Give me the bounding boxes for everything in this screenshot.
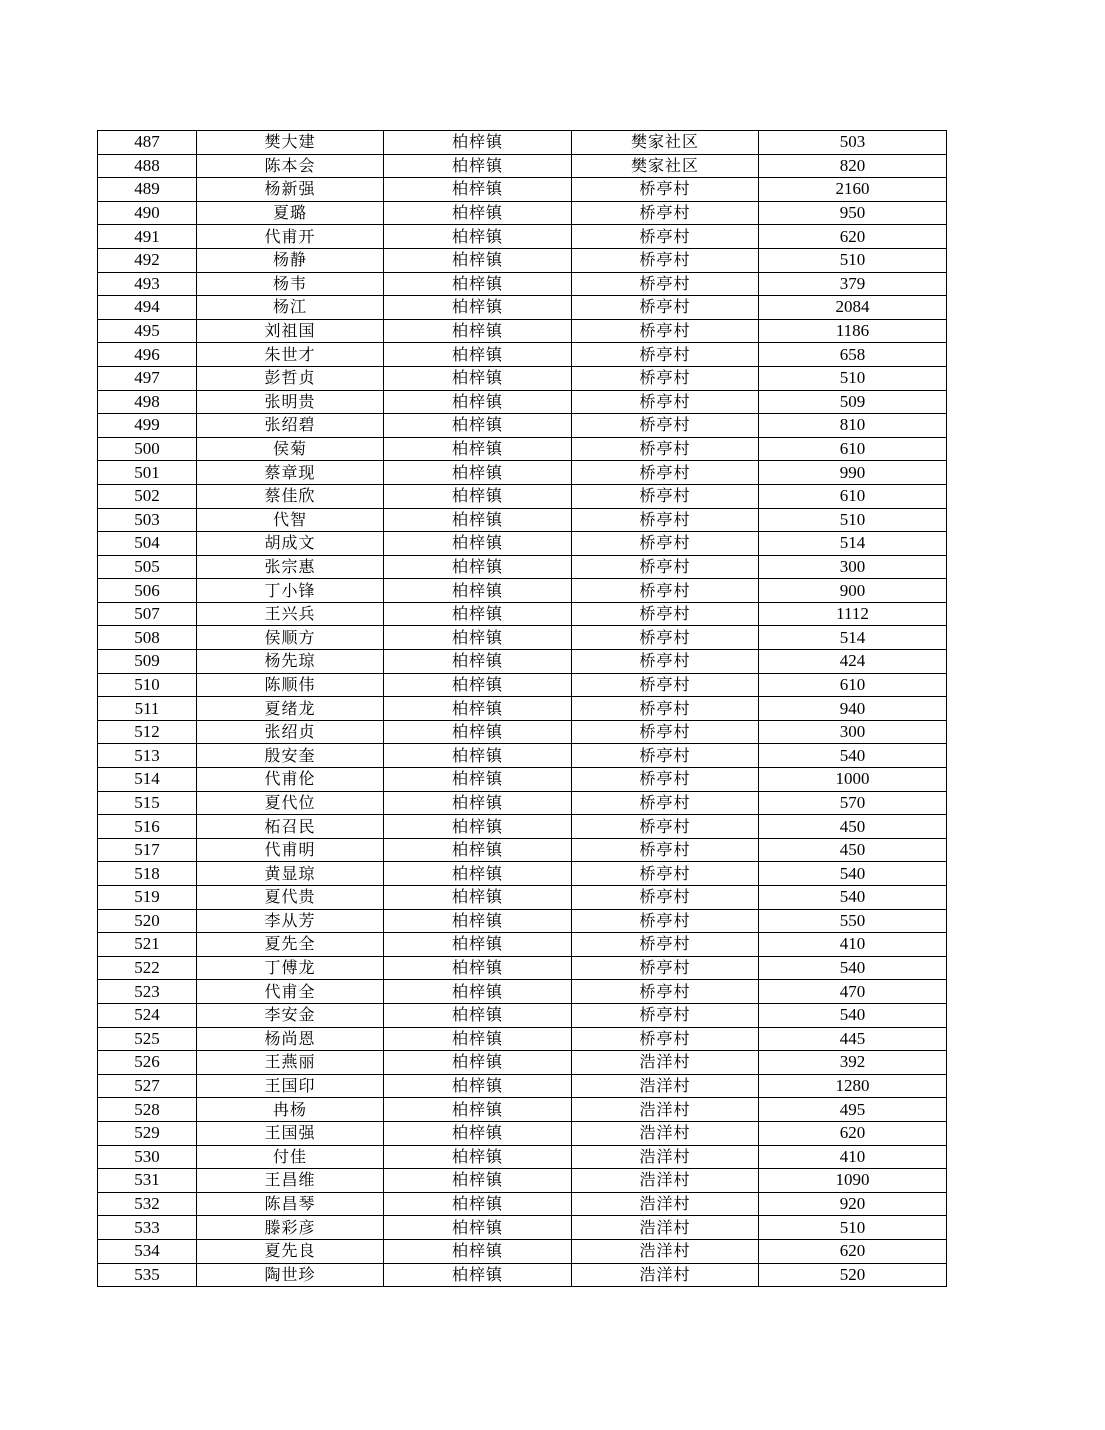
name-cell: 蔡章现: [197, 461, 384, 485]
village-cell: 桥亭村: [572, 532, 759, 556]
table-row: [98, 602, 947, 626]
village-cell: 桥亭村: [572, 225, 759, 249]
row-number-cell: 522: [98, 956, 197, 980]
town-cell: 柏梓镇: [384, 768, 572, 792]
amount-cell: 990: [759, 461, 947, 485]
village-cell: 桥亭村: [572, 886, 759, 910]
amount-cell: 550: [759, 909, 947, 933]
amount-cell: 510: [759, 1216, 947, 1240]
village-cell: 桥亭村: [572, 720, 759, 744]
table-row: [98, 838, 947, 862]
amount-cell: 1280: [759, 1074, 947, 1098]
roster-table-body: [98, 131, 947, 1287]
name-cell: 王国印: [197, 1074, 384, 1098]
village-cell: 桥亭村: [572, 650, 759, 674]
name-cell: 付佳: [197, 1145, 384, 1169]
village-cell: 浩洋村: [572, 1098, 759, 1122]
town-cell: 柏梓镇: [384, 602, 572, 626]
table-row: [98, 1098, 947, 1122]
row-number-cell: 498: [98, 390, 197, 414]
town-cell: 柏梓镇: [384, 626, 572, 650]
village-cell: 桥亭村: [572, 201, 759, 225]
village-cell: 桥亭村: [572, 862, 759, 886]
name-cell: 张宗惠: [197, 555, 384, 579]
row-number-cell: 514: [98, 768, 197, 792]
amount-cell: 2160: [759, 178, 947, 202]
town-cell: 柏梓镇: [384, 933, 572, 957]
town-cell: 柏梓镇: [384, 508, 572, 532]
amount-cell: 540: [759, 1003, 947, 1027]
amount-cell: 940: [759, 697, 947, 721]
name-cell: 黄显琼: [197, 862, 384, 886]
town-cell: 柏梓镇: [384, 650, 572, 674]
table-row: [98, 1216, 947, 1240]
amount-cell: 2084: [759, 296, 947, 320]
name-cell: 侯菊: [197, 437, 384, 461]
row-number-cell: 488: [98, 154, 197, 178]
table-row: [98, 532, 947, 556]
table-row: [98, 437, 947, 461]
amount-cell: 900: [759, 579, 947, 603]
village-cell: 桥亭村: [572, 437, 759, 461]
village-cell: 浩洋村: [572, 1169, 759, 1193]
town-cell: 柏梓镇: [384, 437, 572, 461]
town-cell: 柏梓镇: [384, 1263, 572, 1287]
table-row: [98, 650, 947, 674]
name-cell: 王国强: [197, 1121, 384, 1145]
row-number-cell: 524: [98, 1003, 197, 1027]
row-number-cell: 506: [98, 579, 197, 603]
name-cell: 杨静: [197, 248, 384, 272]
table-row: [98, 178, 947, 202]
village-cell: 桥亭村: [572, 768, 759, 792]
row-number-cell: 504: [98, 532, 197, 556]
row-number-cell: 532: [98, 1192, 197, 1216]
name-cell: 柘召民: [197, 815, 384, 839]
village-cell: 桥亭村: [572, 626, 759, 650]
amount-cell: 514: [759, 626, 947, 650]
village-cell: 桥亭村: [572, 178, 759, 202]
row-number-cell: 513: [98, 744, 197, 768]
town-cell: 柏梓镇: [384, 980, 572, 1004]
name-cell: 代智: [197, 508, 384, 532]
row-number-cell: 518: [98, 862, 197, 886]
name-cell: 李从芳: [197, 909, 384, 933]
town-cell: 柏梓镇: [384, 1239, 572, 1263]
town-cell: 柏梓镇: [384, 744, 572, 768]
village-cell: 桥亭村: [572, 673, 759, 697]
row-number-cell: 528: [98, 1098, 197, 1122]
table-row: [98, 1121, 947, 1145]
name-cell: 彭哲贞: [197, 366, 384, 390]
table-row: [98, 673, 947, 697]
table-row: [98, 886, 947, 910]
town-cell: 柏梓镇: [384, 390, 572, 414]
amount-cell: 450: [759, 838, 947, 862]
village-cell: 桥亭村: [572, 1003, 759, 1027]
table-row: [98, 296, 947, 320]
town-cell: 柏梓镇: [384, 484, 572, 508]
name-cell: 杨江: [197, 296, 384, 320]
table-row: [98, 1169, 947, 1193]
town-cell: 柏梓镇: [384, 225, 572, 249]
village-cell: 桥亭村: [572, 956, 759, 980]
town-cell: 柏梓镇: [384, 201, 572, 225]
village-cell: 浩洋村: [572, 1051, 759, 1075]
amount-cell: 1090: [759, 1169, 947, 1193]
name-cell: 夏代贵: [197, 886, 384, 910]
amount-cell: 1112: [759, 602, 947, 626]
village-cell: 浩洋村: [572, 1145, 759, 1169]
amount-cell: 514: [759, 532, 947, 556]
name-cell: 代甫明: [197, 838, 384, 862]
amount-cell: 610: [759, 484, 947, 508]
town-cell: 柏梓镇: [384, 272, 572, 296]
row-number-cell: 526: [98, 1051, 197, 1075]
name-cell: 丁傅龙: [197, 956, 384, 980]
village-cell: 桥亭村: [572, 508, 759, 532]
name-cell: 陈顺伟: [197, 673, 384, 697]
amount-cell: 445: [759, 1027, 947, 1051]
table-row: [98, 626, 947, 650]
town-cell: 柏梓镇: [384, 720, 572, 744]
table-row: [98, 744, 947, 768]
town-cell: 柏梓镇: [384, 1074, 572, 1098]
name-cell: 代甫全: [197, 980, 384, 1004]
row-number-cell: 525: [98, 1027, 197, 1051]
amount-cell: 410: [759, 933, 947, 957]
table-row: [98, 390, 947, 414]
row-number-cell: 487: [98, 131, 197, 155]
row-number-cell: 529: [98, 1121, 197, 1145]
town-cell: 柏梓镇: [384, 815, 572, 839]
village-cell: 桥亭村: [572, 366, 759, 390]
row-number-cell: 489: [98, 178, 197, 202]
name-cell: 王燕丽: [197, 1051, 384, 1075]
amount-cell: 509: [759, 390, 947, 414]
amount-cell: 495: [759, 1098, 947, 1122]
row-number-cell: 523: [98, 980, 197, 1004]
amount-cell: 424: [759, 650, 947, 674]
name-cell: 夏绪龙: [197, 697, 384, 721]
row-number-cell: 533: [98, 1216, 197, 1240]
name-cell: 殷安奎: [197, 744, 384, 768]
name-cell: 王兴兵: [197, 602, 384, 626]
amount-cell: 300: [759, 720, 947, 744]
town-cell: 柏梓镇: [384, 1192, 572, 1216]
village-cell: 桥亭村: [572, 909, 759, 933]
table-row: [98, 579, 947, 603]
table-row: [98, 956, 947, 980]
row-number-cell: 519: [98, 886, 197, 910]
row-number-cell: 507: [98, 602, 197, 626]
row-number-cell: 496: [98, 343, 197, 367]
town-cell: 柏梓镇: [384, 178, 572, 202]
village-cell: 桥亭村: [572, 791, 759, 815]
village-cell: 桥亭村: [572, 414, 759, 438]
amount-cell: 540: [759, 744, 947, 768]
table-row: [98, 201, 947, 225]
town-cell: 柏梓镇: [384, 461, 572, 485]
table-row: [98, 768, 947, 792]
row-number-cell: 494: [98, 296, 197, 320]
name-cell: 代甫伦: [197, 768, 384, 792]
town-cell: 柏梓镇: [384, 791, 572, 815]
table-row: [98, 1263, 947, 1287]
name-cell: 蔡佳欣: [197, 484, 384, 508]
amount-cell: 379: [759, 272, 947, 296]
amount-cell: 570: [759, 791, 947, 815]
village-cell: 桥亭村: [572, 933, 759, 957]
row-number-cell: 512: [98, 720, 197, 744]
town-cell: 柏梓镇: [384, 296, 572, 320]
table-row: [98, 933, 947, 957]
name-cell: 张绍碧: [197, 414, 384, 438]
village-cell: 桥亭村: [572, 272, 759, 296]
name-cell: 杨尚恩: [197, 1027, 384, 1051]
town-cell: 柏梓镇: [384, 909, 572, 933]
amount-cell: 540: [759, 956, 947, 980]
table-row: [98, 319, 947, 343]
name-cell: 陈昌琴: [197, 1192, 384, 1216]
town-cell: 柏梓镇: [384, 319, 572, 343]
row-number-cell: 534: [98, 1239, 197, 1263]
amount-cell: 658: [759, 343, 947, 367]
town-cell: 柏梓镇: [384, 555, 572, 579]
amount-cell: 620: [759, 225, 947, 249]
name-cell: 杨先琼: [197, 650, 384, 674]
table-row: [98, 1145, 947, 1169]
name-cell: 侯顺方: [197, 626, 384, 650]
table-row: [98, 909, 947, 933]
town-cell: 柏梓镇: [384, 131, 572, 155]
amount-cell: 540: [759, 886, 947, 910]
name-cell: 樊大建: [197, 131, 384, 155]
table-row: [98, 414, 947, 438]
town-cell: 柏梓镇: [384, 1145, 572, 1169]
village-cell: 桥亭村: [572, 1027, 759, 1051]
row-number-cell: 517: [98, 838, 197, 862]
village-cell: 桥亭村: [572, 484, 759, 508]
table-row: [98, 720, 947, 744]
row-number-cell: 503: [98, 508, 197, 532]
table-row: [98, 980, 947, 1004]
town-cell: 柏梓镇: [384, 154, 572, 178]
town-cell: 柏梓镇: [384, 956, 572, 980]
row-number-cell: 508: [98, 626, 197, 650]
amount-cell: 620: [759, 1239, 947, 1263]
table-row: [98, 1027, 947, 1051]
town-cell: 柏梓镇: [384, 366, 572, 390]
amount-cell: 810: [759, 414, 947, 438]
table-row: [98, 131, 947, 155]
village-cell: 浩洋村: [572, 1216, 759, 1240]
amount-cell: 820: [759, 154, 947, 178]
row-number-cell: 502: [98, 484, 197, 508]
name-cell: 朱世才: [197, 343, 384, 367]
row-number-cell: 510: [98, 673, 197, 697]
amount-cell: 510: [759, 508, 947, 532]
village-cell: 桥亭村: [572, 744, 759, 768]
row-number-cell: 495: [98, 319, 197, 343]
row-number-cell: 500: [98, 437, 197, 461]
name-cell: 张明贵: [197, 390, 384, 414]
name-cell: 代甫开: [197, 225, 384, 249]
table-row: [98, 862, 947, 886]
town-cell: 柏梓镇: [384, 248, 572, 272]
table-row: [98, 1192, 947, 1216]
row-number-cell: 521: [98, 933, 197, 957]
town-cell: 柏梓镇: [384, 579, 572, 603]
row-number-cell: 527: [98, 1074, 197, 1098]
table-row: [98, 461, 947, 485]
row-number-cell: 499: [98, 414, 197, 438]
village-cell: 桥亭村: [572, 602, 759, 626]
amount-cell: 610: [759, 437, 947, 461]
name-cell: 刘祖国: [197, 319, 384, 343]
amount-cell: 610: [759, 673, 947, 697]
town-cell: 柏梓镇: [384, 1027, 572, 1051]
amount-cell: 620: [759, 1121, 947, 1145]
name-cell: 李安金: [197, 1003, 384, 1027]
town-cell: 柏梓镇: [384, 1169, 572, 1193]
table-row: [98, 272, 947, 296]
town-cell: 柏梓镇: [384, 532, 572, 556]
village-cell: 浩洋村: [572, 1121, 759, 1145]
row-number-cell: 535: [98, 1263, 197, 1287]
amount-cell: 920: [759, 1192, 947, 1216]
village-cell: 桥亭村: [572, 248, 759, 272]
amount-cell: 300: [759, 555, 947, 579]
village-cell: 桥亭村: [572, 343, 759, 367]
village-cell: 浩洋村: [572, 1263, 759, 1287]
town-cell: 柏梓镇: [384, 1098, 572, 1122]
amount-cell: 392: [759, 1051, 947, 1075]
row-number-cell: 531: [98, 1169, 197, 1193]
village-cell: 桥亭村: [572, 319, 759, 343]
town-cell: 柏梓镇: [384, 1121, 572, 1145]
village-cell: 桥亭村: [572, 838, 759, 862]
name-cell: 杨韦: [197, 272, 384, 296]
town-cell: 柏梓镇: [384, 1003, 572, 1027]
name-cell: 夏代位: [197, 791, 384, 815]
row-number-cell: 493: [98, 272, 197, 296]
name-cell: 丁小锋: [197, 579, 384, 603]
amount-cell: 510: [759, 366, 947, 390]
town-cell: 柏梓镇: [384, 697, 572, 721]
town-cell: 柏梓镇: [384, 1051, 572, 1075]
row-number-cell: 505: [98, 555, 197, 579]
name-cell: 夏先全: [197, 933, 384, 957]
name-cell: 杨新强: [197, 178, 384, 202]
village-cell: 浩洋村: [572, 1239, 759, 1263]
table-row: [98, 1003, 947, 1027]
town-cell: 柏梓镇: [384, 414, 572, 438]
village-cell: 桥亭村: [572, 555, 759, 579]
table-row: [98, 508, 947, 532]
village-cell: 桥亭村: [572, 815, 759, 839]
roster-table: [97, 130, 947, 1287]
town-cell: 柏梓镇: [384, 838, 572, 862]
village-cell: 桥亭村: [572, 461, 759, 485]
town-cell: 柏梓镇: [384, 886, 572, 910]
village-cell: 樊家社区: [572, 131, 759, 155]
table-row: [98, 815, 947, 839]
table-row: [98, 484, 947, 508]
amount-cell: 470: [759, 980, 947, 1004]
row-number-cell: 497: [98, 366, 197, 390]
row-number-cell: 509: [98, 650, 197, 674]
table-row: [98, 791, 947, 815]
village-cell: 樊家社区: [572, 154, 759, 178]
village-cell: 桥亭村: [572, 697, 759, 721]
name-cell: 夏璐: [197, 201, 384, 225]
table-row: [98, 248, 947, 272]
village-cell: 浩洋村: [572, 1192, 759, 1216]
town-cell: 柏梓镇: [384, 343, 572, 367]
name-cell: 冉杨: [197, 1098, 384, 1122]
village-cell: 桥亭村: [572, 390, 759, 414]
amount-cell: 540: [759, 862, 947, 886]
amount-cell: 1000: [759, 768, 947, 792]
row-number-cell: 501: [98, 461, 197, 485]
village-cell: 桥亭村: [572, 980, 759, 1004]
table-row: [98, 366, 947, 390]
row-number-cell: 491: [98, 225, 197, 249]
name-cell: 胡成文: [197, 532, 384, 556]
name-cell: 滕彩彦: [197, 1216, 384, 1240]
name-cell: 夏先良: [197, 1239, 384, 1263]
table-row: [98, 1074, 947, 1098]
village-cell: 桥亭村: [572, 579, 759, 603]
name-cell: 王昌维: [197, 1169, 384, 1193]
table-row: [98, 225, 947, 249]
row-number-cell: 490: [98, 201, 197, 225]
amount-cell: 510: [759, 248, 947, 272]
amount-cell: 450: [759, 815, 947, 839]
table-row: [98, 154, 947, 178]
table-row: [98, 555, 947, 579]
table-row: [98, 1239, 947, 1263]
table-row: [98, 1051, 947, 1075]
amount-cell: 503: [759, 131, 947, 155]
name-cell: 陶世珍: [197, 1263, 384, 1287]
amount-cell: 520: [759, 1263, 947, 1287]
town-cell: 柏梓镇: [384, 1216, 572, 1240]
amount-cell: 1186: [759, 319, 947, 343]
row-number-cell: 492: [98, 248, 197, 272]
row-number-cell: 520: [98, 909, 197, 933]
village-cell: 桥亭村: [572, 296, 759, 320]
town-cell: 柏梓镇: [384, 673, 572, 697]
amount-cell: 410: [759, 1145, 947, 1169]
table-row: [98, 343, 947, 367]
row-number-cell: 530: [98, 1145, 197, 1169]
row-number-cell: 516: [98, 815, 197, 839]
town-cell: 柏梓镇: [384, 862, 572, 886]
name-cell: 张绍贞: [197, 720, 384, 744]
name-cell: 陈本会: [197, 154, 384, 178]
row-number-cell: 511: [98, 697, 197, 721]
village-cell: 浩洋村: [572, 1074, 759, 1098]
table-row: [98, 697, 947, 721]
row-number-cell: 515: [98, 791, 197, 815]
amount-cell: 950: [759, 201, 947, 225]
